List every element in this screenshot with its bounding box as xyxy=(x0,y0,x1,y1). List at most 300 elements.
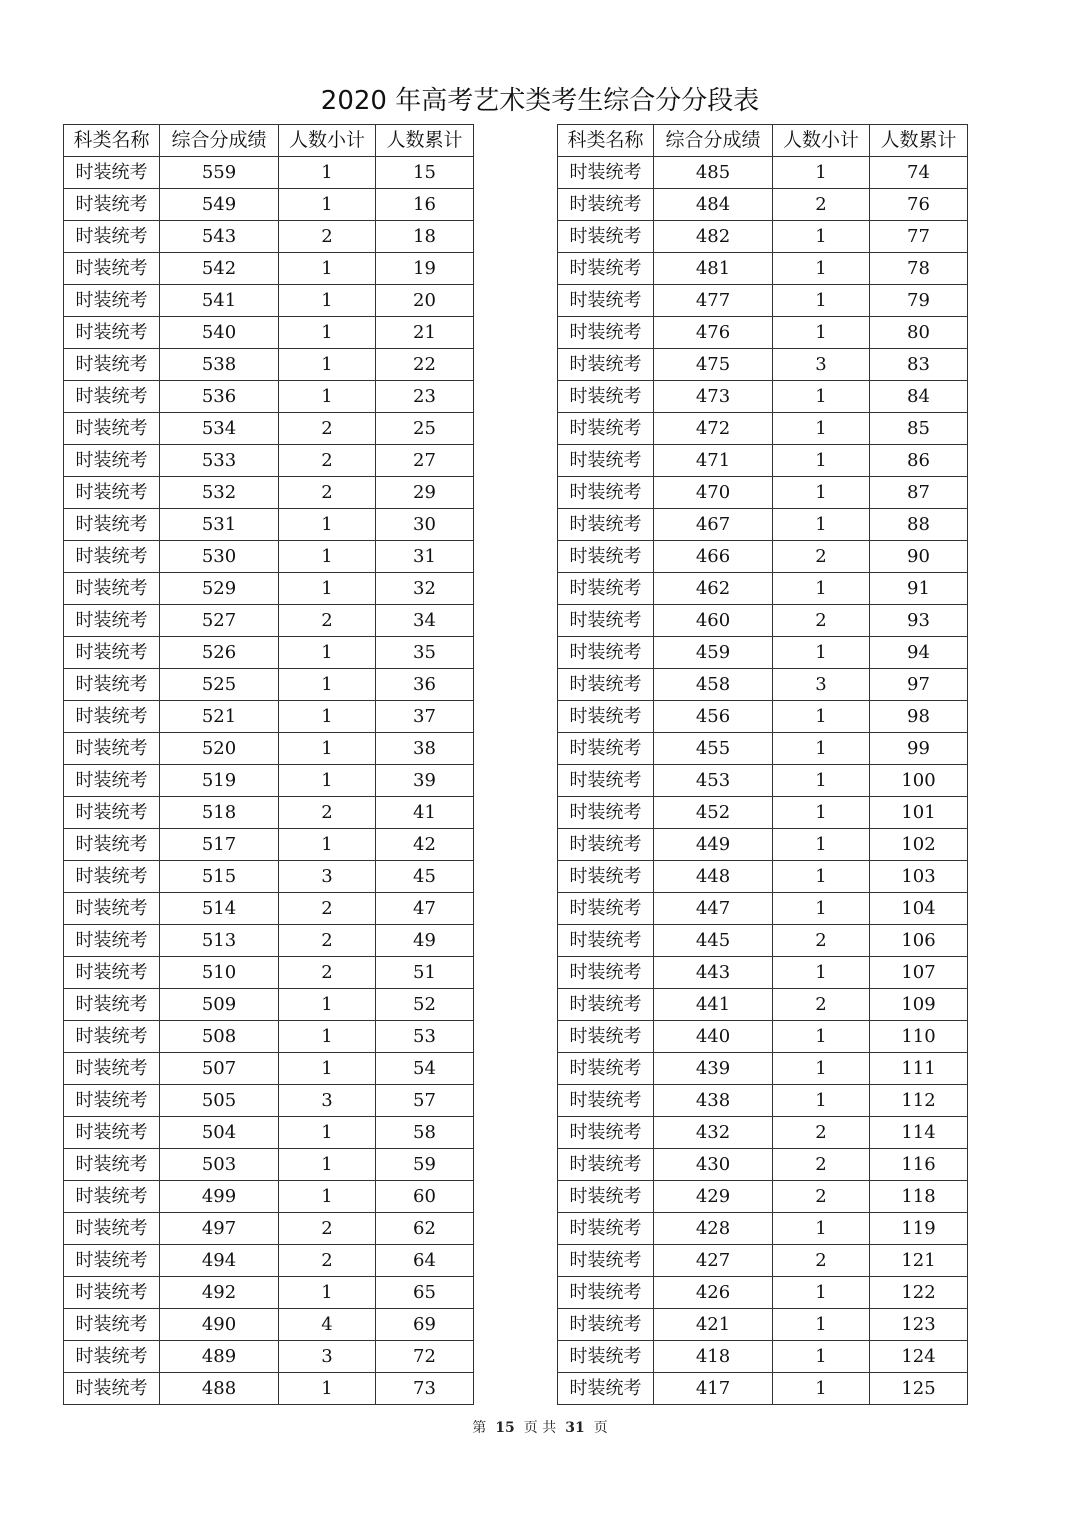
cell-category: 时装统考 xyxy=(64,1245,160,1277)
cell-score: 452 xyxy=(654,797,773,829)
table-row xyxy=(64,605,474,637)
cell-count: 1 xyxy=(279,701,376,733)
cell-count: 2 xyxy=(773,989,870,1021)
table-row xyxy=(558,189,968,221)
cell-score: 536 xyxy=(160,381,279,413)
cell-count: 1 xyxy=(773,1213,870,1245)
cell-count: 1 xyxy=(279,253,376,285)
cell-cumulative: 90 xyxy=(870,541,968,573)
cell-count: 3 xyxy=(773,669,870,701)
cell-count: 2 xyxy=(279,797,376,829)
table-row xyxy=(558,157,968,189)
cell-category: 时装统考 xyxy=(64,989,160,1021)
cell-score: 505 xyxy=(160,1085,279,1117)
table-row xyxy=(558,285,968,317)
cell-cumulative: 87 xyxy=(870,477,968,509)
table-row xyxy=(64,637,474,669)
cell-category: 时装统考 xyxy=(64,317,160,349)
cell-cumulative: 18 xyxy=(376,221,474,253)
cell-category: 时装统考 xyxy=(558,701,654,733)
cell-category: 时装统考 xyxy=(558,1245,654,1277)
cell-category: 时装统考 xyxy=(64,349,160,381)
table-row xyxy=(64,349,474,381)
cell-score: 439 xyxy=(654,1053,773,1085)
cell-category: 时装统考 xyxy=(64,1277,160,1309)
cell-cumulative: 72 xyxy=(376,1341,474,1373)
cell-category: 时装统考 xyxy=(558,733,654,765)
cell-count: 1 xyxy=(773,701,870,733)
cell-score: 526 xyxy=(160,637,279,669)
cell-cumulative: 94 xyxy=(870,637,968,669)
cell-score: 484 xyxy=(654,189,773,221)
cell-count: 1 xyxy=(773,477,870,509)
cell-score: 472 xyxy=(654,413,773,445)
cell-cumulative: 84 xyxy=(870,381,968,413)
cell-cumulative: 86 xyxy=(870,445,968,477)
cell-count: 1 xyxy=(773,445,870,477)
cell-cumulative: 101 xyxy=(870,797,968,829)
table-row xyxy=(64,1181,474,1213)
cell-category: 时装统考 xyxy=(64,701,160,733)
cell-cumulative: 69 xyxy=(376,1309,474,1341)
header-count: 人数小计 xyxy=(279,125,376,157)
cell-score: 477 xyxy=(654,285,773,317)
table-row xyxy=(558,605,968,637)
cell-score: 510 xyxy=(160,957,279,989)
cell-count: 3 xyxy=(279,1341,376,1373)
cell-cumulative: 16 xyxy=(376,189,474,221)
cell-score: 534 xyxy=(160,413,279,445)
cell-count: 1 xyxy=(773,861,870,893)
cell-count: 1 xyxy=(773,253,870,285)
table-row xyxy=(64,189,474,221)
cell-category: 时装统考 xyxy=(64,221,160,253)
cell-cumulative: 125 xyxy=(870,1373,968,1405)
cell-count: 1 xyxy=(773,1085,870,1117)
cell-count: 1 xyxy=(773,1053,870,1085)
table-body-right xyxy=(558,157,968,1405)
cell-score: 559 xyxy=(160,157,279,189)
cell-count: 1 xyxy=(279,829,376,861)
cell-cumulative: 111 xyxy=(870,1053,968,1085)
table-row xyxy=(64,797,474,829)
cell-score: 549 xyxy=(160,189,279,221)
cell-cumulative: 36 xyxy=(376,669,474,701)
cell-score: 470 xyxy=(654,477,773,509)
table-row xyxy=(558,861,968,893)
cell-score: 430 xyxy=(654,1149,773,1181)
cell-cumulative: 88 xyxy=(870,509,968,541)
cell-cumulative: 98 xyxy=(870,701,968,733)
cell-score: 543 xyxy=(160,221,279,253)
cell-cumulative: 59 xyxy=(376,1149,474,1181)
page-footer xyxy=(0,1418,1080,1438)
table-row xyxy=(558,509,968,541)
cell-score: 421 xyxy=(654,1309,773,1341)
cell-score: 458 xyxy=(654,669,773,701)
cell-cumulative: 31 xyxy=(376,541,474,573)
cell-category: 时装统考 xyxy=(558,1373,654,1405)
table-row xyxy=(64,1309,474,1341)
cell-cumulative: 116 xyxy=(870,1149,968,1181)
table-row xyxy=(64,1021,474,1053)
table-row xyxy=(64,477,474,509)
page-suffix: 页 xyxy=(593,1420,608,1436)
cell-score: 497 xyxy=(160,1213,279,1245)
table-row xyxy=(558,445,968,477)
cell-category: 时装统考 xyxy=(64,541,160,573)
table-row xyxy=(64,861,474,893)
table-row xyxy=(558,1277,968,1309)
cell-category: 时装统考 xyxy=(558,1149,654,1181)
cell-count: 2 xyxy=(279,445,376,477)
table-row xyxy=(64,285,474,317)
cell-count: 1 xyxy=(773,1277,870,1309)
table-row xyxy=(558,1373,968,1405)
cell-cumulative: 104 xyxy=(870,893,968,925)
table-row xyxy=(64,765,474,797)
table-row xyxy=(558,1245,968,1277)
page-current: 15 xyxy=(495,1420,515,1436)
cell-score: 418 xyxy=(654,1341,773,1373)
cell-category: 时装统考 xyxy=(64,445,160,477)
cell-category: 时装统考 xyxy=(64,1213,160,1245)
cell-count: 1 xyxy=(773,829,870,861)
cell-cumulative: 122 xyxy=(870,1277,968,1309)
cell-score: 514 xyxy=(160,893,279,925)
cell-category: 时装统考 xyxy=(558,381,654,413)
table-row xyxy=(64,1245,474,1277)
cell-cumulative: 53 xyxy=(376,1021,474,1053)
cell-cumulative: 30 xyxy=(376,509,474,541)
cell-cumulative: 47 xyxy=(376,893,474,925)
table-row xyxy=(64,573,474,605)
cell-count: 2 xyxy=(773,1181,870,1213)
table-row xyxy=(558,1021,968,1053)
cell-score: 520 xyxy=(160,733,279,765)
table-row xyxy=(558,1053,968,1085)
table-row xyxy=(64,829,474,861)
cell-category: 时装统考 xyxy=(558,1085,654,1117)
cell-score: 503 xyxy=(160,1149,279,1181)
cell-category: 时装统考 xyxy=(64,573,160,605)
cell-category: 时装统考 xyxy=(558,1053,654,1085)
cell-count: 1 xyxy=(279,1053,376,1085)
table-row xyxy=(558,957,968,989)
cell-cumulative: 49 xyxy=(376,925,474,957)
cell-cumulative: 99 xyxy=(870,733,968,765)
cell-category: 时装统考 xyxy=(64,509,160,541)
cell-score: 475 xyxy=(654,349,773,381)
cell-category: 时装统考 xyxy=(64,1149,160,1181)
page-prefix: 第 xyxy=(472,1420,487,1436)
cell-cumulative: 27 xyxy=(376,445,474,477)
cell-cumulative: 51 xyxy=(376,957,474,989)
cell-category: 时装统考 xyxy=(558,221,654,253)
cell-count: 2 xyxy=(279,893,376,925)
cell-cumulative: 114 xyxy=(870,1117,968,1149)
table-row xyxy=(64,509,474,541)
table-row xyxy=(64,893,474,925)
cell-score: 462 xyxy=(654,573,773,605)
cell-count: 1 xyxy=(279,1117,376,1149)
cell-cumulative: 60 xyxy=(376,1181,474,1213)
cell-category: 时装统考 xyxy=(64,189,160,221)
cell-cumulative: 65 xyxy=(376,1277,474,1309)
cell-score: 508 xyxy=(160,1021,279,1053)
cell-score: 447 xyxy=(654,893,773,925)
cell-cumulative: 106 xyxy=(870,925,968,957)
cell-score: 540 xyxy=(160,317,279,349)
cell-score: 445 xyxy=(654,925,773,957)
cell-score: 466 xyxy=(654,541,773,573)
cell-category: 时装统考 xyxy=(558,797,654,829)
table-row xyxy=(64,733,474,765)
cell-score: 504 xyxy=(160,1117,279,1149)
cell-cumulative: 76 xyxy=(870,189,968,221)
table-row xyxy=(64,1213,474,1245)
cell-count: 1 xyxy=(279,509,376,541)
cell-category: 时装统考 xyxy=(558,893,654,925)
table-row xyxy=(64,1149,474,1181)
cell-category: 时装统考 xyxy=(558,413,654,445)
table-row xyxy=(558,637,968,669)
cell-score: 460 xyxy=(654,605,773,637)
cell-category: 时装统考 xyxy=(558,541,654,573)
cell-count: 2 xyxy=(773,1245,870,1277)
table-row xyxy=(64,381,474,413)
table-row xyxy=(64,925,474,957)
cell-cumulative: 57 xyxy=(376,1085,474,1117)
cell-cumulative: 21 xyxy=(376,317,474,349)
cell-cumulative: 73 xyxy=(376,1373,474,1405)
page-total: 31 xyxy=(565,1420,585,1436)
cell-category: 时装统考 xyxy=(64,637,160,669)
cell-category: 时装统考 xyxy=(558,1341,654,1373)
cell-count: 1 xyxy=(773,509,870,541)
table-row xyxy=(64,1085,474,1117)
table-row xyxy=(558,989,968,1021)
cell-category: 时装统考 xyxy=(64,797,160,829)
header-count: 人数小计 xyxy=(773,125,870,157)
cell-count: 1 xyxy=(773,221,870,253)
cell-count: 1 xyxy=(773,797,870,829)
cell-score: 426 xyxy=(654,1277,773,1309)
cell-category: 时装统考 xyxy=(558,189,654,221)
cell-count: 1 xyxy=(773,317,870,349)
cell-count: 1 xyxy=(773,157,870,189)
cell-cumulative: 20 xyxy=(376,285,474,317)
cell-count: 1 xyxy=(773,413,870,445)
cell-category: 时装统考 xyxy=(64,1373,160,1405)
cell-cumulative: 103 xyxy=(870,861,968,893)
table-row xyxy=(558,477,968,509)
table-row xyxy=(64,701,474,733)
cell-category: 时装统考 xyxy=(558,829,654,861)
cell-category: 时装统考 xyxy=(64,413,160,445)
table-row xyxy=(64,413,474,445)
table-row xyxy=(558,1117,968,1149)
table-row xyxy=(558,1309,968,1341)
cell-category: 时装统考 xyxy=(558,1021,654,1053)
cell-count: 4 xyxy=(279,1309,376,1341)
cell-category: 时装统考 xyxy=(558,1309,654,1341)
table-row xyxy=(558,829,968,861)
table-body-left xyxy=(64,157,474,1405)
cell-category: 时装统考 xyxy=(558,1213,654,1245)
cell-category: 时装统考 xyxy=(558,253,654,285)
cell-category: 时装统考 xyxy=(64,157,160,189)
cell-score: 541 xyxy=(160,285,279,317)
cell-cumulative: 42 xyxy=(376,829,474,861)
cell-cumulative: 29 xyxy=(376,477,474,509)
cell-category: 时装统考 xyxy=(558,861,654,893)
cell-count: 1 xyxy=(773,285,870,317)
cell-score: 448 xyxy=(654,861,773,893)
table-row xyxy=(558,573,968,605)
cell-cumulative: 22 xyxy=(376,349,474,381)
cell-category: 时装统考 xyxy=(64,925,160,957)
cell-count: 1 xyxy=(279,733,376,765)
cell-cumulative: 77 xyxy=(870,221,968,253)
cell-category: 时装统考 xyxy=(558,925,654,957)
cell-count: 1 xyxy=(279,637,376,669)
cell-category: 时装统考 xyxy=(558,157,654,189)
cell-cumulative: 118 xyxy=(870,1181,968,1213)
cell-cumulative: 37 xyxy=(376,701,474,733)
table-row xyxy=(558,413,968,445)
table-row xyxy=(558,253,968,285)
cell-score: 441 xyxy=(654,989,773,1021)
cell-count: 1 xyxy=(279,1021,376,1053)
cell-score: 518 xyxy=(160,797,279,829)
cell-count: 2 xyxy=(773,1117,870,1149)
cell-cumulative: 121 xyxy=(870,1245,968,1277)
cell-count: 3 xyxy=(279,1085,376,1117)
cell-score: 467 xyxy=(654,509,773,541)
cell-category: 时装统考 xyxy=(64,893,160,925)
cell-cumulative: 64 xyxy=(376,1245,474,1277)
cell-score: 538 xyxy=(160,349,279,381)
cell-cumulative: 97 xyxy=(870,669,968,701)
cell-category: 时装统考 xyxy=(64,477,160,509)
table-row xyxy=(558,349,968,381)
cell-cumulative: 80 xyxy=(870,317,968,349)
cell-count: 2 xyxy=(279,925,376,957)
cell-count: 2 xyxy=(773,605,870,637)
cell-count: 1 xyxy=(279,157,376,189)
table-header-row xyxy=(558,125,968,157)
cell-cumulative: 102 xyxy=(870,829,968,861)
cell-cumulative: 15 xyxy=(376,157,474,189)
cell-score: 488 xyxy=(160,1373,279,1405)
cell-count: 1 xyxy=(279,285,376,317)
cell-cumulative: 52 xyxy=(376,989,474,1021)
cell-category: 时装统考 xyxy=(64,605,160,637)
cell-category: 时装统考 xyxy=(558,669,654,701)
cell-category: 时装统考 xyxy=(64,1085,160,1117)
table-row xyxy=(558,733,968,765)
cell-count: 1 xyxy=(279,349,376,381)
document-title: 2020 年高考艺术类考生综合分分段表 xyxy=(320,86,760,116)
cell-count: 2 xyxy=(773,541,870,573)
cell-count: 1 xyxy=(279,1181,376,1213)
cell-count: 1 xyxy=(279,1373,376,1405)
cell-cumulative: 32 xyxy=(376,573,474,605)
cell-cumulative: 41 xyxy=(376,797,474,829)
cell-score: 427 xyxy=(654,1245,773,1277)
cell-count: 2 xyxy=(279,605,376,637)
cell-cumulative: 109 xyxy=(870,989,968,1021)
table-row xyxy=(558,797,968,829)
cell-count: 2 xyxy=(279,477,376,509)
cell-category: 时装统考 xyxy=(64,381,160,413)
cell-category: 时装统考 xyxy=(558,605,654,637)
table-row xyxy=(64,1341,474,1373)
table-row xyxy=(558,221,968,253)
cell-score: 519 xyxy=(160,765,279,797)
cell-count: 1 xyxy=(279,669,376,701)
table-row xyxy=(558,1213,968,1245)
cell-category: 时装统考 xyxy=(64,829,160,861)
table-row xyxy=(558,1341,968,1373)
cell-count: 1 xyxy=(279,189,376,221)
cell-score: 417 xyxy=(654,1373,773,1405)
cell-count: 2 xyxy=(773,925,870,957)
cell-score: 530 xyxy=(160,541,279,573)
cell-score: 492 xyxy=(160,1277,279,1309)
cell-count: 1 xyxy=(773,1309,870,1341)
cell-count: 1 xyxy=(279,765,376,797)
cell-category: 时装统考 xyxy=(558,637,654,669)
cell-category: 时装统考 xyxy=(64,253,160,285)
header-score: 综合分成绩 xyxy=(160,125,279,157)
cell-score: 453 xyxy=(654,765,773,797)
cell-cumulative: 34 xyxy=(376,605,474,637)
cell-score: 443 xyxy=(654,957,773,989)
cell-category: 时装统考 xyxy=(558,1181,654,1213)
cell-cumulative: 74 xyxy=(870,157,968,189)
table-header-row xyxy=(64,125,474,157)
cell-cumulative: 112 xyxy=(870,1085,968,1117)
cell-category: 时装统考 xyxy=(64,765,160,797)
cell-category: 时装统考 xyxy=(558,573,654,605)
table-row xyxy=(558,1181,968,1213)
cell-count: 3 xyxy=(279,861,376,893)
cell-count: 2 xyxy=(279,1245,376,1277)
cell-cumulative: 91 xyxy=(870,573,968,605)
cell-cumulative: 124 xyxy=(870,1341,968,1373)
cell-score: 517 xyxy=(160,829,279,861)
cell-score: 428 xyxy=(654,1213,773,1245)
cell-category: 时装统考 xyxy=(558,1277,654,1309)
cell-category: 时装统考 xyxy=(64,957,160,989)
cell-score: 481 xyxy=(654,253,773,285)
cell-score: 533 xyxy=(160,445,279,477)
cell-score: 456 xyxy=(654,701,773,733)
cell-count: 1 xyxy=(279,541,376,573)
cell-cumulative: 58 xyxy=(376,1117,474,1149)
cell-cumulative: 25 xyxy=(376,413,474,445)
cell-count: 1 xyxy=(773,637,870,669)
cell-score: 509 xyxy=(160,989,279,1021)
cell-score: 542 xyxy=(160,253,279,285)
cell-category: 时装统考 xyxy=(64,1053,160,1085)
header-score: 综合分成绩 xyxy=(654,125,773,157)
cell-cumulative: 107 xyxy=(870,957,968,989)
cell-count: 2 xyxy=(773,189,870,221)
table-row xyxy=(64,669,474,701)
